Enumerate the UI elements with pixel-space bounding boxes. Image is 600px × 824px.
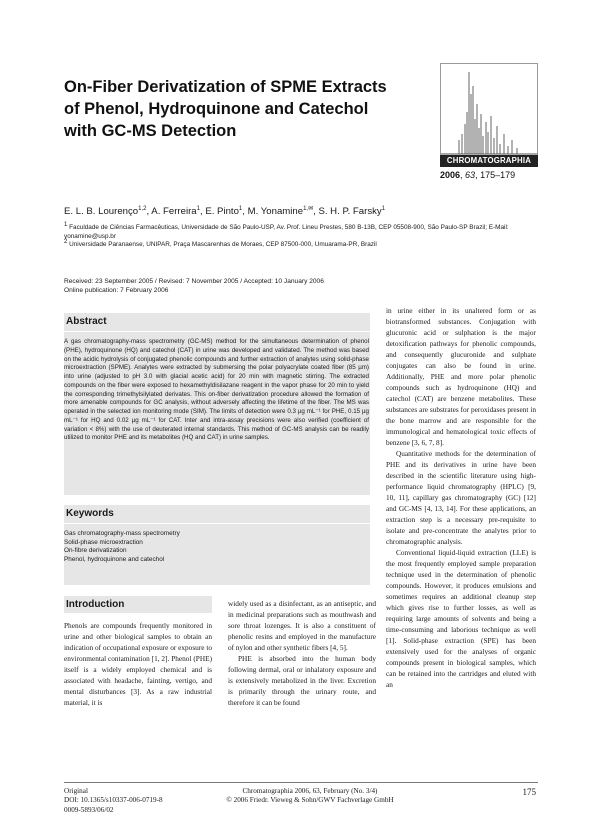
title-line-1: On-Fiber Derivatization of SPME Extracts (64, 78, 387, 96)
keyword-item: Phenol, hydroquinone and catechol (64, 555, 165, 563)
body-column-2 (228, 598, 376, 708)
affiliation-number: 2 (64, 238, 68, 245)
journal-citation: 2006, 63, 175–179 (440, 170, 516, 180)
author-name: S. H. P. Farsky (318, 206, 382, 217)
footer-left (64, 787, 163, 815)
body-paragraph: in urine either in its unaltered form or as biotransformed substances. Conjugation with glucuronic acid or sulphation is the major detoxification pathways for phenolic compounds, and consequently glucuronide and sulphate conjugates can also be found in urine. Additionally, PHE and more polar phenolic compounds such as hydroquinone (HQ) and catechol (CAT) are benzene metabolites. These substances are substrates for peroxidases present in the bone marrow and are responsible for the immunological and hematological toxic effects of benzene [3, 6, 7, 8]. (386, 306, 536, 447)
affiliation-number: 1 (64, 221, 68, 228)
author-affiliation: 1 (196, 205, 200, 212)
journal-issue-line: Chromatographia 2006, 63, February (No. 3/4) (242, 787, 378, 795)
doi: DOI: 10.1365/s10337-006-0719-8 (64, 796, 163, 805)
journal-pages: 175–179 (480, 170, 516, 180)
title-line-3: with GC-MS Detection (64, 122, 237, 140)
issn: 0009-5893/06/02 (64, 805, 114, 814)
copyright-line: © 2006 Friedr. Vieweg & Sohn/GWV Fachverlage GmbH (226, 796, 394, 805)
keyword-item: Gas chromatography-mass spectrometry (64, 530, 180, 537)
online-publication-date: Online publication: 7 February 2006 (64, 286, 169, 294)
affiliation-text: Universidade Paranaense, UNIPAR, Praça Mascarenhas de Moraes, CEP 87500-000, Umuarama-PR, Brazil (69, 241, 377, 248)
keywords-heading: Keywords (66, 508, 114, 519)
keywords-list (64, 530, 180, 564)
keyword-item: Solid-phase microextraction (64, 538, 143, 546)
author-name: E. L. B. Lourenço (64, 206, 139, 217)
journal-logo-band: CHROMATOGRAPHIA (440, 155, 538, 167)
affiliation-1 (64, 221, 554, 241)
body-paragraph: Phenols are compounds frequently monitored in urine and other biological samples to obtain an indication of occupational exposure or exposure to environmental contamination [1, 2]. Phenol (PHE) itself is a widely employed chemical and is associated with headache, fainting, vertigo, and mental disturbances [3]. As a raw industrial material, it is (64, 621, 212, 707)
keyword-item: On-fibre derivatization (64, 547, 127, 554)
body-paragraph: widely used as a disinfectant, as an antiseptic, and in medicinal preparations such as mouthwash and sore throat lozenges. It is also a constituent of phenolic resins and employed in the manufacture of nylon and other synthetic fibers [4, 5]. (228, 599, 376, 652)
footer-center (210, 787, 410, 806)
abstract-divider (64, 331, 370, 332)
body-paragraph: PHE is absorbed into the human body following dermal, oral or inhalatory exposure and is extensively metabolized in the liver. Excretion is primarily through the urinary route, and therefore it can be found (228, 654, 376, 707)
affiliation-text: Faculdade de Ciências Farmacêuticas, Universidade de São Paulo-USP, Av. Prof. Lineu Prestes, 580 B-13B, CEP 05508-900, São Paulo-SP Brazil; E-Mail: yonamine@usp.br (64, 224, 509, 240)
article-type: Original (64, 787, 88, 795)
author-name: E. Pinto (205, 206, 239, 217)
publication-dates (64, 278, 324, 295)
introduction-heading: Introduction (66, 599, 125, 610)
author-affiliation: 1,✉ (303, 205, 314, 212)
journal-year: 2006 (440, 170, 461, 180)
journal-volume: 63 (465, 170, 476, 180)
author-affiliation: 1 (381, 205, 386, 212)
footer-divider (64, 782, 538, 783)
abstract-heading: Abstract (66, 316, 107, 327)
author-name: M. Yonamine (247, 206, 304, 217)
chromatogram-icon (441, 64, 537, 156)
received-dates: Received: 23 September 2005 / Revised: 7 November 2005 / Accepted: 10 January 2006 (64, 278, 324, 285)
body-paragraph: Conventional liquid-liquid extraction (LLE) is the most frequently employed sample preparation technique used in the determination of phenolic compounds. However, it produces emulsions and sometimes requires an additional cleanup step which gives rise to further losses, as well as requiring large amounts of solvents and being a time-consuming and laborious technique as well [1]. Solid-phase extraction (SPE) has been extensively used for the analyses of organic compounds present in biological samples, which can be retained into the cartridges and eluted with an (386, 548, 536, 689)
chromatogram-logo (440, 63, 538, 157)
affiliation-2 (64, 238, 554, 250)
author-list: E. L. B. Lourenço$^{1,2}$, A. Ferreira$^1$, E. Pinto$^1$, M. Yonamine$^{1,✉}$, S. H. P. Farsky$^1$ (64, 205, 386, 217)
abstract-text: A gas chromatography-mass spectrometry (GC-MS) method for the simultaneous determination of phenol (PHE), hydroquinone (HQ) and catechol (CAT) in urine was developed and validated. The method was based on the acidic hydrolysis of conjugated phenolic compounds and further extraction of analytes using solid-phase microextraction (SPME). Analytes were extracted by submersing the polar polyacrylate coated fiber (85 µm) into urine (adjusted to pH 3.0 with glacial acetic acid) for 20 min with magnetic stirring. The extracted compounds on the fiber were exposed to hexamethyldisilazane reagent in the vapor phase for 20 min to yield the corresponding trimethylsilylated derivates. This on-fiber derivatization procedure allowed the formation of more amenable compounds for GC analysis, without adversely affecting the lifetime of the fiber. The MS was operated in the selected ion monitoring mode (SIM). The limits of detection were 0.3 µg mL⁻¹ for PHE, 0.15 µg mL⁻¹ for HQ and 0.02 µg mL⁻¹ for CAT. Inter and intra-assay precisions were also verified (coefficient of variation < 8%) with the use of deuterated internal standards. This method of GC-MS analysis can be readily utilized to monitor PHE and its metabolites (HQ and CAT) in urine samples. (64, 338, 369, 442)
body-paragraph: Quantitative methods for the determination of PHE and its derivatives in urine have been described in the scientific literature using high-performance liquid chromatography (HPLC) [9, 10, 11], capillary gas chromatography (GC) [12] and GC-MS [4, 13, 14]. For these applications, an extraction step is a necessary pre-requisite to isolate and pre-concentrate the analytes prior to chromatographic analysis. (386, 449, 536, 546)
keywords-divider (64, 523, 370, 524)
body-column-3 (386, 305, 536, 690)
author-name: A. Ferreira (151, 206, 197, 217)
title-line-2: of Phenol, Hydroquinone and Catechol (64, 100, 369, 118)
page-number: 175 (522, 787, 536, 797)
body-column-1 (64, 620, 212, 708)
author-affiliation: 1 (238, 205, 243, 212)
author-affiliation: 1,2 (138, 205, 147, 212)
article-title (64, 76, 424, 142)
